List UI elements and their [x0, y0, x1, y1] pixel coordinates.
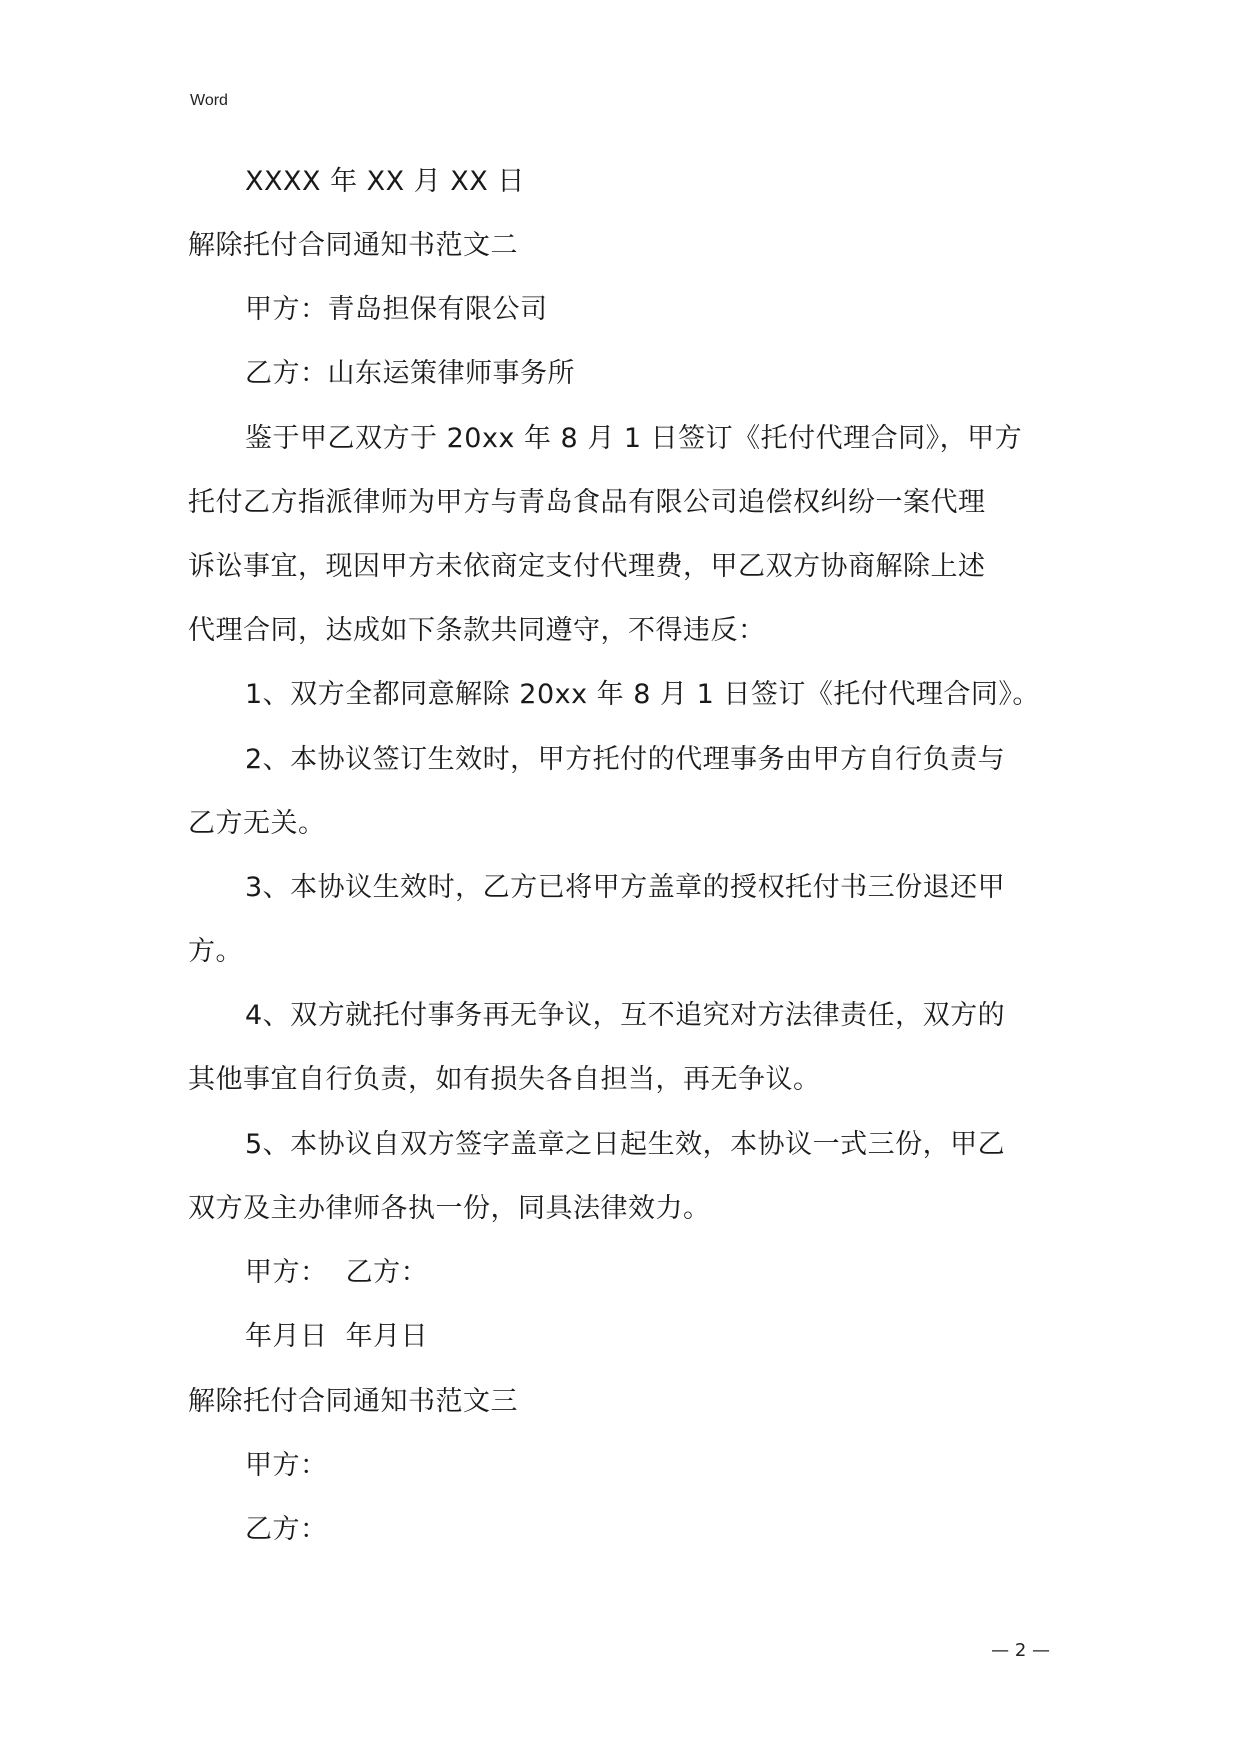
intro-line: 托付乙方指派律师为甲方与青岛食品有限公司追偿权纠纷一案代理 [188, 487, 986, 518]
clause-3-line: 3、本协议生效时，乙方已将甲方盖章的授权托付书三份退还甲 [245, 872, 1006, 903]
signature-date-line: 年月日 年月日 [245, 1321, 429, 1352]
clause-5-line: 5、本协议自双方签字盖章之日起生效，本协议一式三份，甲乙 [245, 1129, 1006, 1160]
section-three-party-a: 甲方： [245, 1450, 328, 1481]
clause-2-line: 2、本协议签订生效时，甲方托付的代理事务由甲方自行负责与 [245, 744, 1006, 775]
section-three-title: 解除托付合同通知书范文三 [188, 1386, 518, 1417]
page-number: — 2 — [991, 1640, 1050, 1661]
intro-line: 诉讼事宜，现因甲方未依商定支付代理费，甲乙双方协商解除上述 [188, 551, 986, 582]
clause-5-line: 双方及主办律师各执一份，同具法律效力。 [188, 1193, 711, 1224]
clause-4-line: 4、双方就托付事务再无争议，互不追究对方法律责任，双方的 [245, 1000, 1006, 1031]
section-two-party-b: 乙方：山东运策律师事务所 [245, 358, 575, 389]
section-three-party-b: 乙方： [245, 1514, 328, 1545]
clause-3-line: 方。 [188, 936, 243, 967]
date-line: XXXX 年 XX 月 XX 日 [245, 166, 525, 197]
intro-line: 鉴于甲乙双方于 20xx 年 8 月 1 日签订《托付代理合同》，甲方 [245, 423, 1023, 454]
clause-2-line: 乙方无关。 [188, 808, 326, 839]
section-two-party-a: 甲方：青岛担保有限公司 [245, 294, 548, 325]
intro-line: 代理合同，达成如下条款共同遵守，不得违反： [188, 615, 766, 646]
signature-line: 甲方： 乙方： [245, 1257, 429, 1288]
clause-4-line: 其他事宜自行负责，如有损失各自担当，再无争议。 [188, 1064, 821, 1095]
section-two-title: 解除托付合同通知书范文二 [188, 230, 518, 261]
header-label: Word [190, 92, 228, 109]
clause-1-line: 1、双方全都同意解除 20xx 年 8 月 1 日签订《托付代理合同》。 [245, 679, 1040, 710]
